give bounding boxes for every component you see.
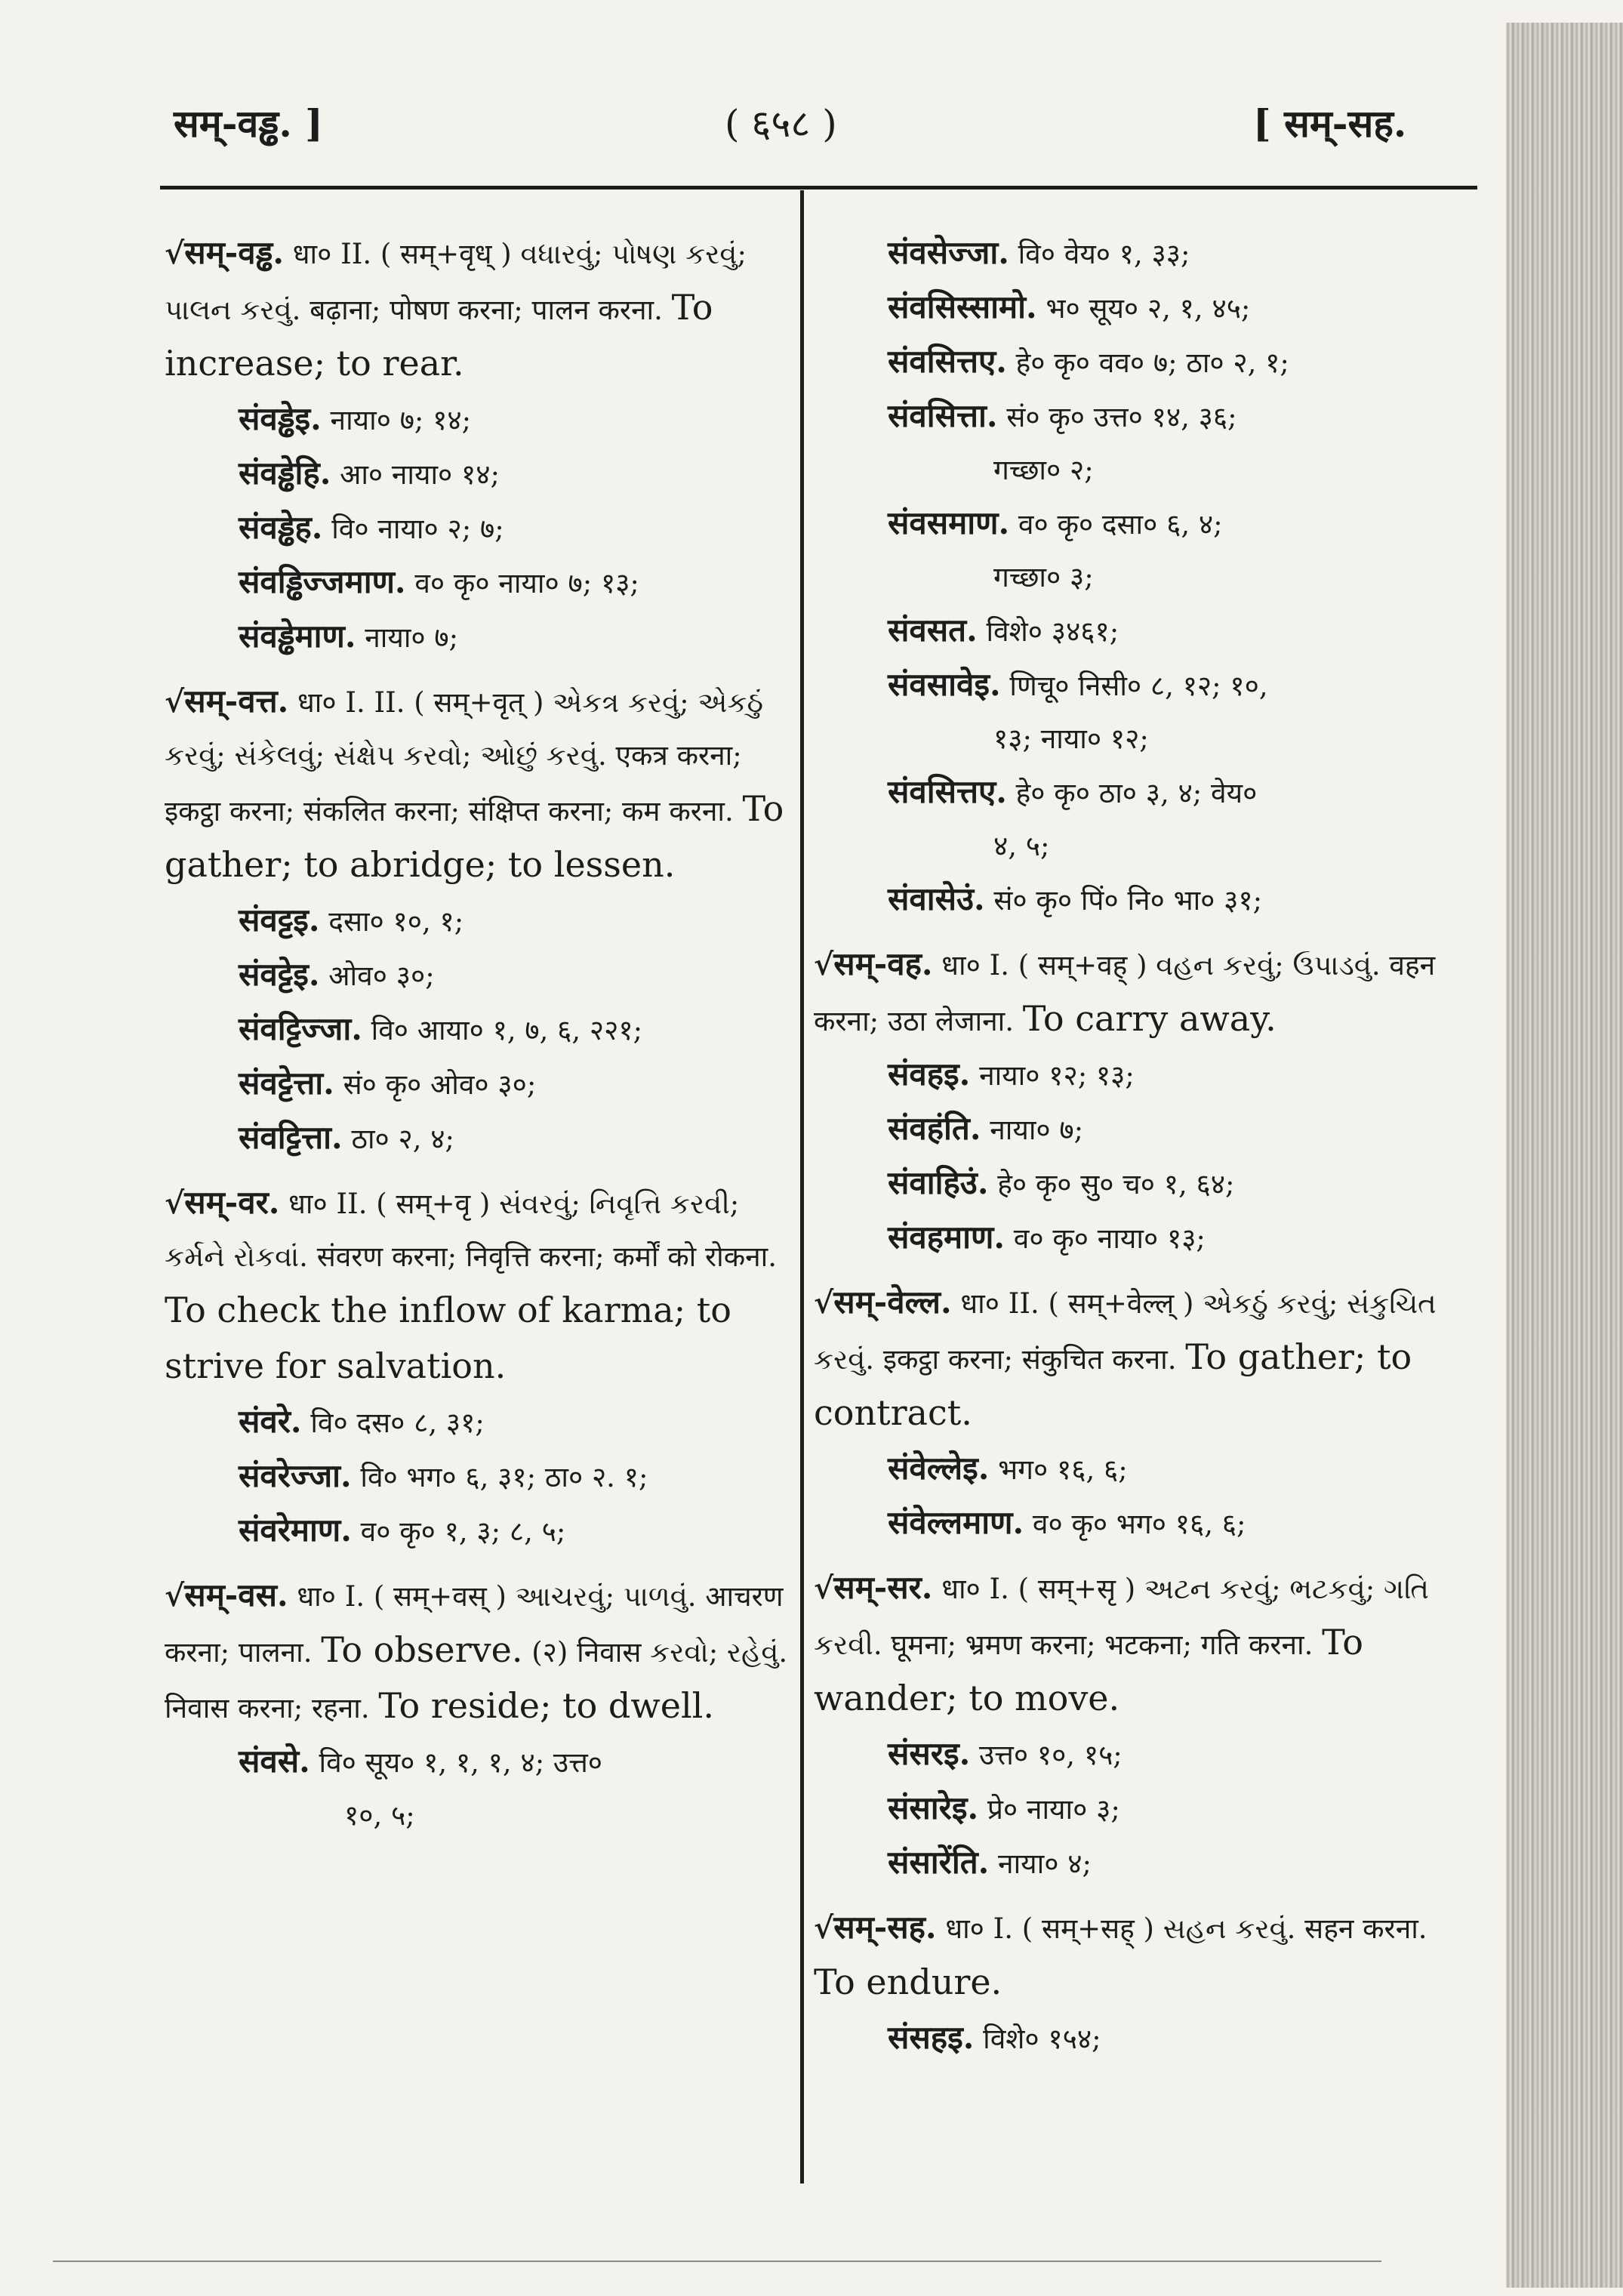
form-word: संवसित्तए. (888, 343, 1007, 380)
form-word: संवरे. (239, 1403, 302, 1440)
entry-definition: धा० I. ( सम्+वस् ) આચરવું; પાળવું. आचरण करना; पालना. (165, 1580, 784, 1669)
inflected-form (858, 766, 1448, 873)
entry-definition: धा० I. ( सम्+वह् ) વહન કરવું; ઉપાડવું. वहन करना; उठा लेजाना. (814, 949, 1436, 1037)
form-reference-continued: १३; नाया० १२; (993, 723, 1149, 755)
inflected-form (858, 2011, 1448, 2066)
form-word: संवहइ. (888, 1056, 971, 1093)
form-reference: वि० दस० ८, ३१; (310, 1407, 485, 1439)
form-reference: व० कृ० नाया० ७; १३; (414, 567, 639, 599)
entry-head-line (165, 1569, 799, 1735)
form-reference: वि० नाया० २; ७; (331, 513, 504, 545)
entry-english: To check the inflow of karma; to strive for salvation. (165, 1290, 731, 1386)
inflected-form (208, 1057, 799, 1111)
form-reference: णिचू० निसी० ८, १२; १०, (1009, 670, 1268, 702)
form-word: संवट्टेइ. (239, 956, 320, 993)
form-word: संवट्टित्ता. (239, 1119, 343, 1156)
form-reference: वि० आया० १, ७, ६, २२१; (371, 1014, 643, 1046)
inflected-form (858, 1157, 1448, 1211)
form-reference: हे० कृ० सु० च० १, ६४; (997, 1168, 1235, 1200)
inflected-form (858, 390, 1448, 497)
form-reference: नाया० ४; (998, 1848, 1092, 1880)
entry-definition-2: (२) निवास કરવો; રહેવું. निवास करना; रहना. (165, 1636, 788, 1724)
inflected-form (208, 1111, 799, 1166)
form-word: संवेल्लेइ. (888, 1450, 990, 1487)
form-word: संवसे. (239, 1743, 310, 1780)
entry-english: To gather; to contract. (814, 1336, 1412, 1433)
inflected-form (858, 658, 1448, 766)
inflected-form (858, 1102, 1448, 1157)
form-word: संवरेज्जा. (239, 1457, 352, 1494)
entry-head-line (165, 1176, 799, 1395)
form-reference: व० कृ० भग० १६, ६; (1032, 1508, 1246, 1540)
entry-headword: सम्-सर. (833, 1569, 933, 1606)
form-reference: नाया० ७; (365, 621, 459, 654)
form-word: संवड्ढेह. (239, 509, 323, 546)
entry-definition: धा० I. ( सम्+सह् ) સહન કરવું. सहन करना. (945, 1912, 1427, 1945)
inflected-form (208, 948, 799, 1003)
dictionary-entry (814, 1901, 1448, 2066)
form-reference: प्रे० नाया० ३; (987, 1793, 1120, 1826)
form-reference-continued: १०, ५; (344, 1799, 415, 1832)
entry-english: To carry away. (1022, 998, 1277, 1039)
entry-definition: धा० II. ( सम्+वृध् ) વધારવું; પોષણ કરવું; પાલન કરવું. बढ़ाना; पोषण करना; पालन करना. (165, 238, 747, 326)
entry-english: To wander; to move. (814, 1622, 1363, 1718)
form-word: संवसमाण. (888, 504, 1010, 541)
form-reference: व० कृ० १, ३; ८, ५; (360, 1515, 566, 1548)
form-word: संवरेमाण. (239, 1512, 352, 1549)
dictionary-entry (814, 938, 1448, 1265)
inflected-form (858, 335, 1448, 390)
inflected-form (208, 1003, 799, 1057)
dictionary-entry (165, 1176, 799, 1558)
column-divider (800, 190, 804, 2184)
form-reference-continued: गच्छा० २; (993, 454, 1094, 486)
form-word: संवहमाण. (888, 1219, 1006, 1256)
entry-english: To observe. (321, 1629, 523, 1670)
form-reference: सं० कृ० पिं० नि० भा० ३१; (993, 884, 1263, 917)
form-word: संवसेज्जा. (888, 234, 1009, 271)
form-reference: ठा० २, ४; (351, 1123, 455, 1155)
entry-headword: सम्-वत्त. (184, 683, 289, 720)
form-reference-continued: ४, ५; (993, 830, 1050, 862)
form-word: संवड्ढिज्जमाण. (239, 563, 406, 600)
inflected-form (208, 393, 799, 447)
root-mark: √ (165, 236, 185, 271)
root-mark: √ (814, 1570, 834, 1606)
root-mark: √ (165, 1578, 185, 1613)
root-mark: √ (814, 1910, 834, 1946)
header-rule (160, 186, 1477, 190)
root-mark: √ (814, 947, 834, 982)
entry-headword: सम्-वड्ढ. (184, 234, 284, 271)
form-word: संसहइ. (888, 2019, 975, 2056)
entry-english: To gather; to abridge; to lessen. (165, 788, 784, 885)
entry-headword: सम्-वेल्ल. (833, 1284, 952, 1321)
entry-definition: धा० II. ( सम्+वृ ) સંવરવું; નિવૃત્તિ કરવી; કર્મને રોકવાં. संवरण करना; निवृत्ति करना; कर्मों को रोकना. (165, 1188, 777, 1273)
inflected-form (858, 604, 1448, 658)
inflected-form (208, 1395, 799, 1450)
form-reference-continued: गच्छा० ३; (993, 561, 1094, 593)
form-word: संवसावेइ. (888, 666, 1001, 703)
inflected-form (208, 501, 799, 556)
entry-definition: धा० I. II. ( सम्+वृत् ) એકત્ર કરવું; એકઠું કરવું; સંકેલવું; સંક્ષેપ કરવો; ઓછું કરવું. एकत्र करना; इकट्ठा करना; संकलित करना; संक्षिप्त करना; कम करना. (165, 686, 764, 827)
inflected-form (858, 497, 1448, 604)
entry-head-line (814, 938, 1448, 1048)
form-reference: ओव० ३०; (328, 960, 435, 992)
form-reference: हे० कृ० ठा० ३, ४; वेय० (1015, 777, 1258, 809)
form-word: संवड्ढेइ. (239, 400, 322, 437)
inflected-form (208, 1450, 799, 1504)
column-right (814, 227, 1448, 2076)
inflected-form (858, 281, 1448, 335)
entry-head-line (165, 675, 799, 894)
inflected-form (858, 1211, 1448, 1265)
inflected-form (208, 1735, 799, 1842)
form-word: संसारेंति. (888, 1844, 990, 1881)
form-word: संवसित्ता. (888, 397, 998, 434)
form-reference: विशे० १५४; (983, 2023, 1101, 2055)
entry-english: To endure. (814, 1962, 1002, 2002)
entry-headword: सम्-सह. (833, 1909, 937, 1946)
dictionary-entry (814, 1276, 1448, 1551)
form-reference: वि० सूय० १, १, १, ४; उत्त० (319, 1746, 602, 1779)
entry-definition: धा० II. ( सम्+वेल्ल् ) એકઠું કરવું; સંકુચિત કરવું. इकट्ठा करना; संकुचित करना. (814, 1287, 1437, 1376)
form-reference: वि० भग० ६, ३१; ठा० २. १; (360, 1461, 648, 1493)
inflected-form (208, 610, 799, 664)
form-word: संवासेउं. (888, 880, 985, 917)
dictionary-entry (165, 227, 799, 664)
form-word: संसारेइ. (888, 1789, 979, 1826)
form-word: संसरइ. (888, 1735, 971, 1772)
form-word: संवट्टिज्जा. (239, 1010, 362, 1047)
entry-head-line (814, 1276, 1448, 1442)
page-number: ( ६५८ ) (725, 102, 837, 146)
root-mark: √ (165, 684, 185, 720)
form-word: संवड्ढेहि. (239, 455, 331, 492)
form-word: संवड्ढेमाण. (239, 618, 356, 655)
dictionary-entry (165, 1569, 799, 1842)
inflected-form (858, 1782, 1448, 1836)
form-word: संवाहिउं. (888, 1164, 989, 1201)
column-left (165, 227, 799, 1853)
entry-headword: सम्-वह. (833, 945, 933, 982)
entry-headword: सम्-वस. (184, 1576, 288, 1613)
entry-definition: धा० I. ( सम्+सृ ) અટન કરવું; ભટકવું; ગતિ કરવી. घूमना; भ्रमण करना; भटकना; गति करना. (814, 1573, 1429, 1661)
entry-head-line (814, 1561, 1448, 1727)
form-reference: आ० नाया० १४; (340, 458, 500, 491)
form-reference: सं० कृ० उत्त० १४, ३६; (1006, 401, 1237, 433)
form-word: संवसिस्सामो. (888, 288, 1037, 325)
inflected-form (208, 447, 799, 501)
form-word: संवहंति. (888, 1110, 981, 1147)
form-reference: सं० कृ० ओव० ३०; (343, 1068, 537, 1101)
inflected-form (858, 1836, 1448, 1891)
entry-english: To increase; to rear. (165, 287, 713, 384)
root-mark: √ (814, 1285, 834, 1321)
running-head-left: सम्-वड्ढ. ] (174, 101, 323, 146)
form-word: संवसित्तए. (888, 773, 1007, 810)
form-reference: विशे० ३४६१; (986, 615, 1119, 648)
entry-headword: सम्-वर. (184, 1184, 280, 1221)
form-reference: व० कृ० नाया० १३; (1013, 1222, 1206, 1255)
form-reference: नाया० ७; १४; (330, 404, 472, 436)
form-reference: वि० वेय० १, ३३; (1018, 238, 1190, 270)
inflected-form (208, 556, 799, 610)
form-reference: नाया० १२; १३; (979, 1059, 1135, 1092)
form-reference: दसा० १०, १; (328, 905, 464, 938)
inflected-form (858, 227, 1448, 281)
form-reference: व० कृ० दसा० ६, ४; (1018, 508, 1223, 541)
inflected-form (858, 1727, 1448, 1782)
form-word: संवट्टइ. (239, 901, 320, 938)
form-reference: उत्त० १०, १५; (978, 1739, 1123, 1771)
page-edge-shadow (1506, 23, 1623, 2288)
form-word: संवसत. (888, 612, 978, 649)
form-word: संवेल्लमाण. (888, 1504, 1024, 1541)
entry-english-2: To reside; to dwell. (378, 1685, 715, 1726)
inflected-form (858, 1048, 1448, 1102)
inflected-form (208, 894, 799, 948)
inflected-form (858, 873, 1448, 927)
inflected-form (208, 1504, 799, 1558)
form-reference: भ० सूय० २, १, ४५; (1046, 292, 1251, 325)
entry-head-line (814, 1901, 1448, 2011)
dictionary-entry (165, 675, 799, 1166)
form-reference: नाया० ७; (990, 1114, 1084, 1146)
form-reference: भग० १६, ६; (998, 1453, 1128, 1486)
form-word: संवट्टेत्ता. (239, 1065, 334, 1102)
dictionary-entry (814, 227, 1448, 927)
form-reference: हे० कृ० वव० ७; ठा० २, १; (1015, 347, 1289, 379)
inflected-form (858, 1496, 1448, 1551)
entry-head-line (165, 227, 799, 393)
dictionary-entry (814, 1561, 1448, 1891)
inflected-form (858, 1442, 1448, 1496)
root-mark: √ (165, 1185, 185, 1221)
running-head-right: [ सम्-सह. (1253, 101, 1407, 146)
footer-rule (53, 2261, 1381, 2262)
